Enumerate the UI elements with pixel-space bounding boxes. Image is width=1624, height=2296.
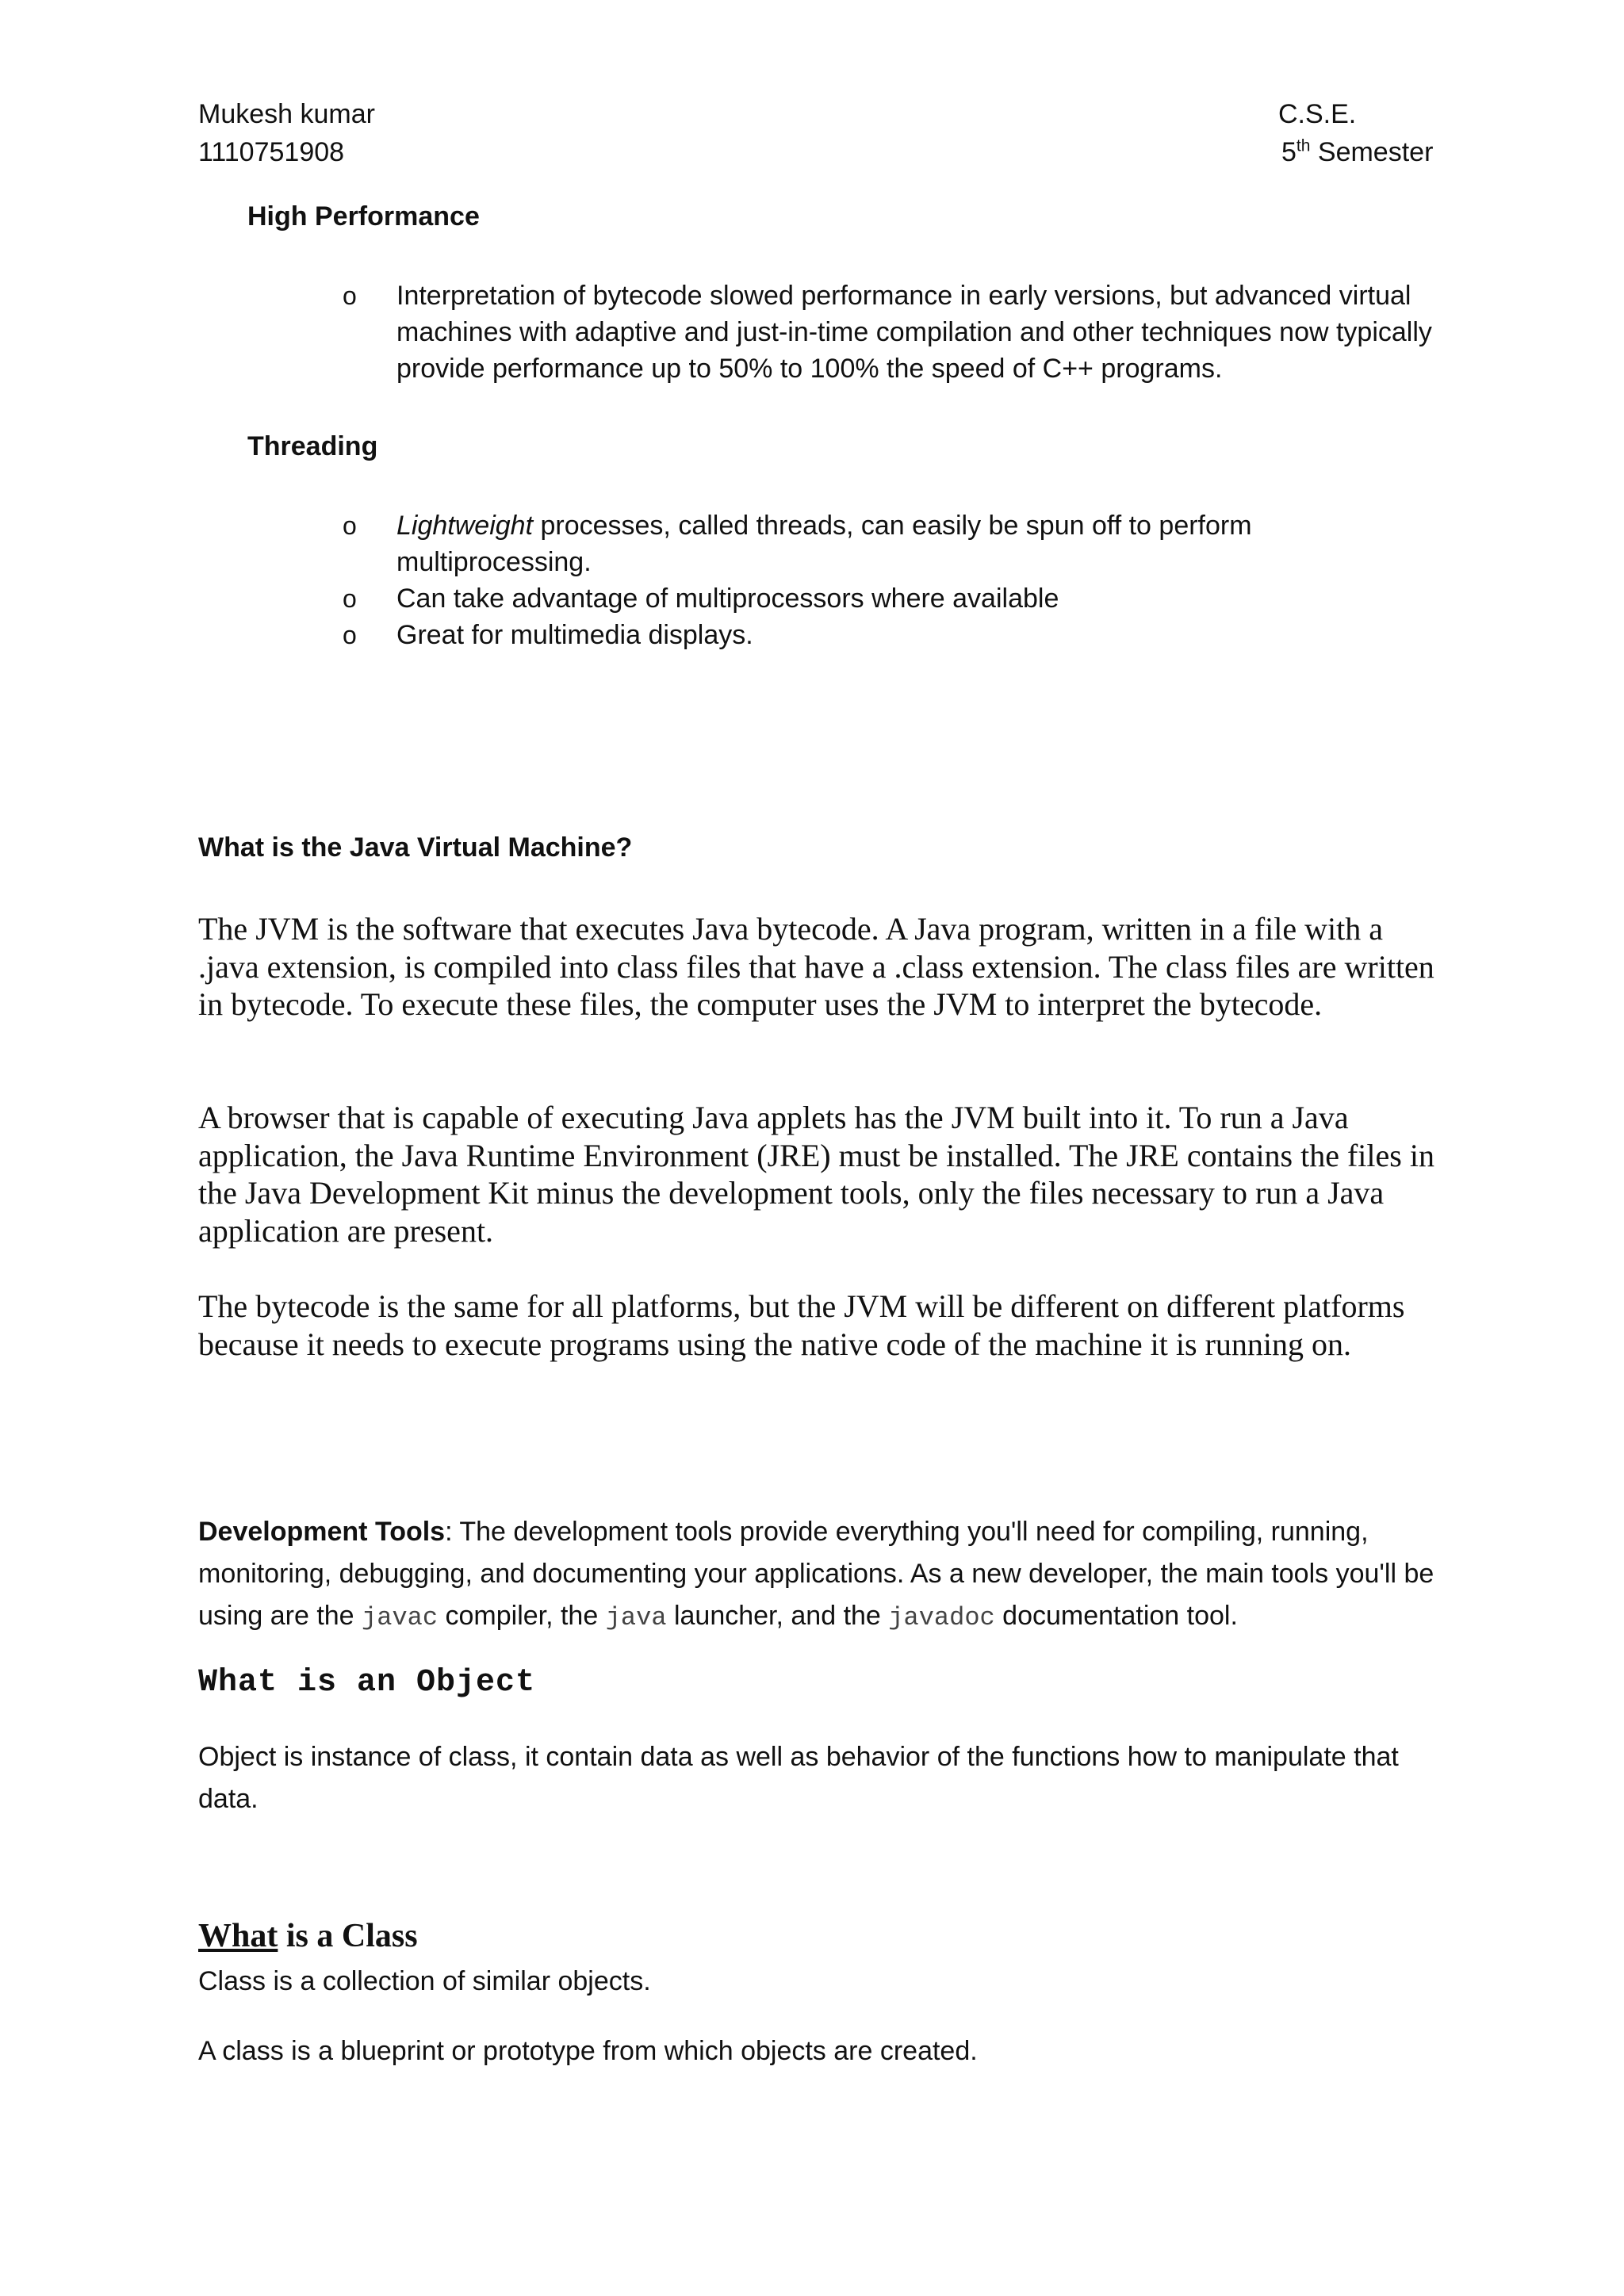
class-line-2: A class is a blueprint or prototype from which objects are created. [198, 2036, 978, 2066]
high-performance-list [343, 277, 1453, 387]
jvm-paragraph-2: A browser that is capable of executing Java applets has the JVM built into it. To run a Java application, the Java Runtime Environment (JRE) must be installed. The JRE contains the files in the Java Development Kit minus the development tools, only the files necessary to run a Java application are present. [198, 1100, 1434, 1249]
class-line-1: Class is a collection of similar objects. [198, 1966, 651, 1996]
list-item: o Lightweight processes, called threads, can easily be spun off to perform multiprocessing. [343, 507, 1453, 580]
bullet-icon: o [343, 511, 357, 540]
semester: 5th Semester [1281, 136, 1434, 167]
high-performance-heading: High Performance [247, 201, 480, 232]
object-heading: What is an Object [198, 1665, 536, 1701]
bullet-icon: o [343, 621, 357, 649]
bullet-icon: o [343, 584, 357, 613]
roll-number: 1110751908 [198, 137, 345, 167]
threading-list [343, 507, 1453, 653]
class-heading: What is a Class [198, 1918, 418, 1954]
jvm-paragraph-3: The bytecode is the same for all platforms, but the JVM will be different on different platforms because it needs to execute programs using the native code of the machine it is running on. [198, 1288, 1405, 1362]
threading-heading: Threading [247, 431, 378, 461]
bullet-icon: o [343, 281, 357, 310]
department: C.S.E. [1278, 99, 1357, 129]
jvm-heading: What is the Java Virtual Machine? [198, 832, 633, 863]
list-item: o Great for multimedia displays. [343, 617, 1453, 653]
list-item: o Interpretation of bytecode slowed performance in early versions, but advanced virtual machines with adaptive and just-in-time compilation and other techniques now typically provide performance up to 50% to 100% the speed of C++ programs. [343, 277, 1453, 387]
list-item: o Can take advantage of multiprocessors where available [343, 580, 1453, 617]
jvm-paragraph-1: The JVM is the software that executes Java bytecode. A Java program, written in a file with a .java extension, is compiled into class files that have a .class extension. The class files are written in bytecode. To execute these files, the computer uses the JVM to interpret the bytecode. [198, 911, 1434, 1022]
author-name: Mukesh kumar [198, 99, 375, 129]
object-paragraph: Object is instance of class, it contain data as well as behavior of the functions how to manipulate that data. [198, 1742, 1399, 1814]
dev-tools-paragraph: Development Tools: The development tools provide everything you'll need for compiling, running, monitoring, debugging, and documenting your applications. As a new developer, the main tools you'll be using are the javac compiler, the java launcher, and the javadoc documentation tool. [198, 1517, 1434, 1632]
